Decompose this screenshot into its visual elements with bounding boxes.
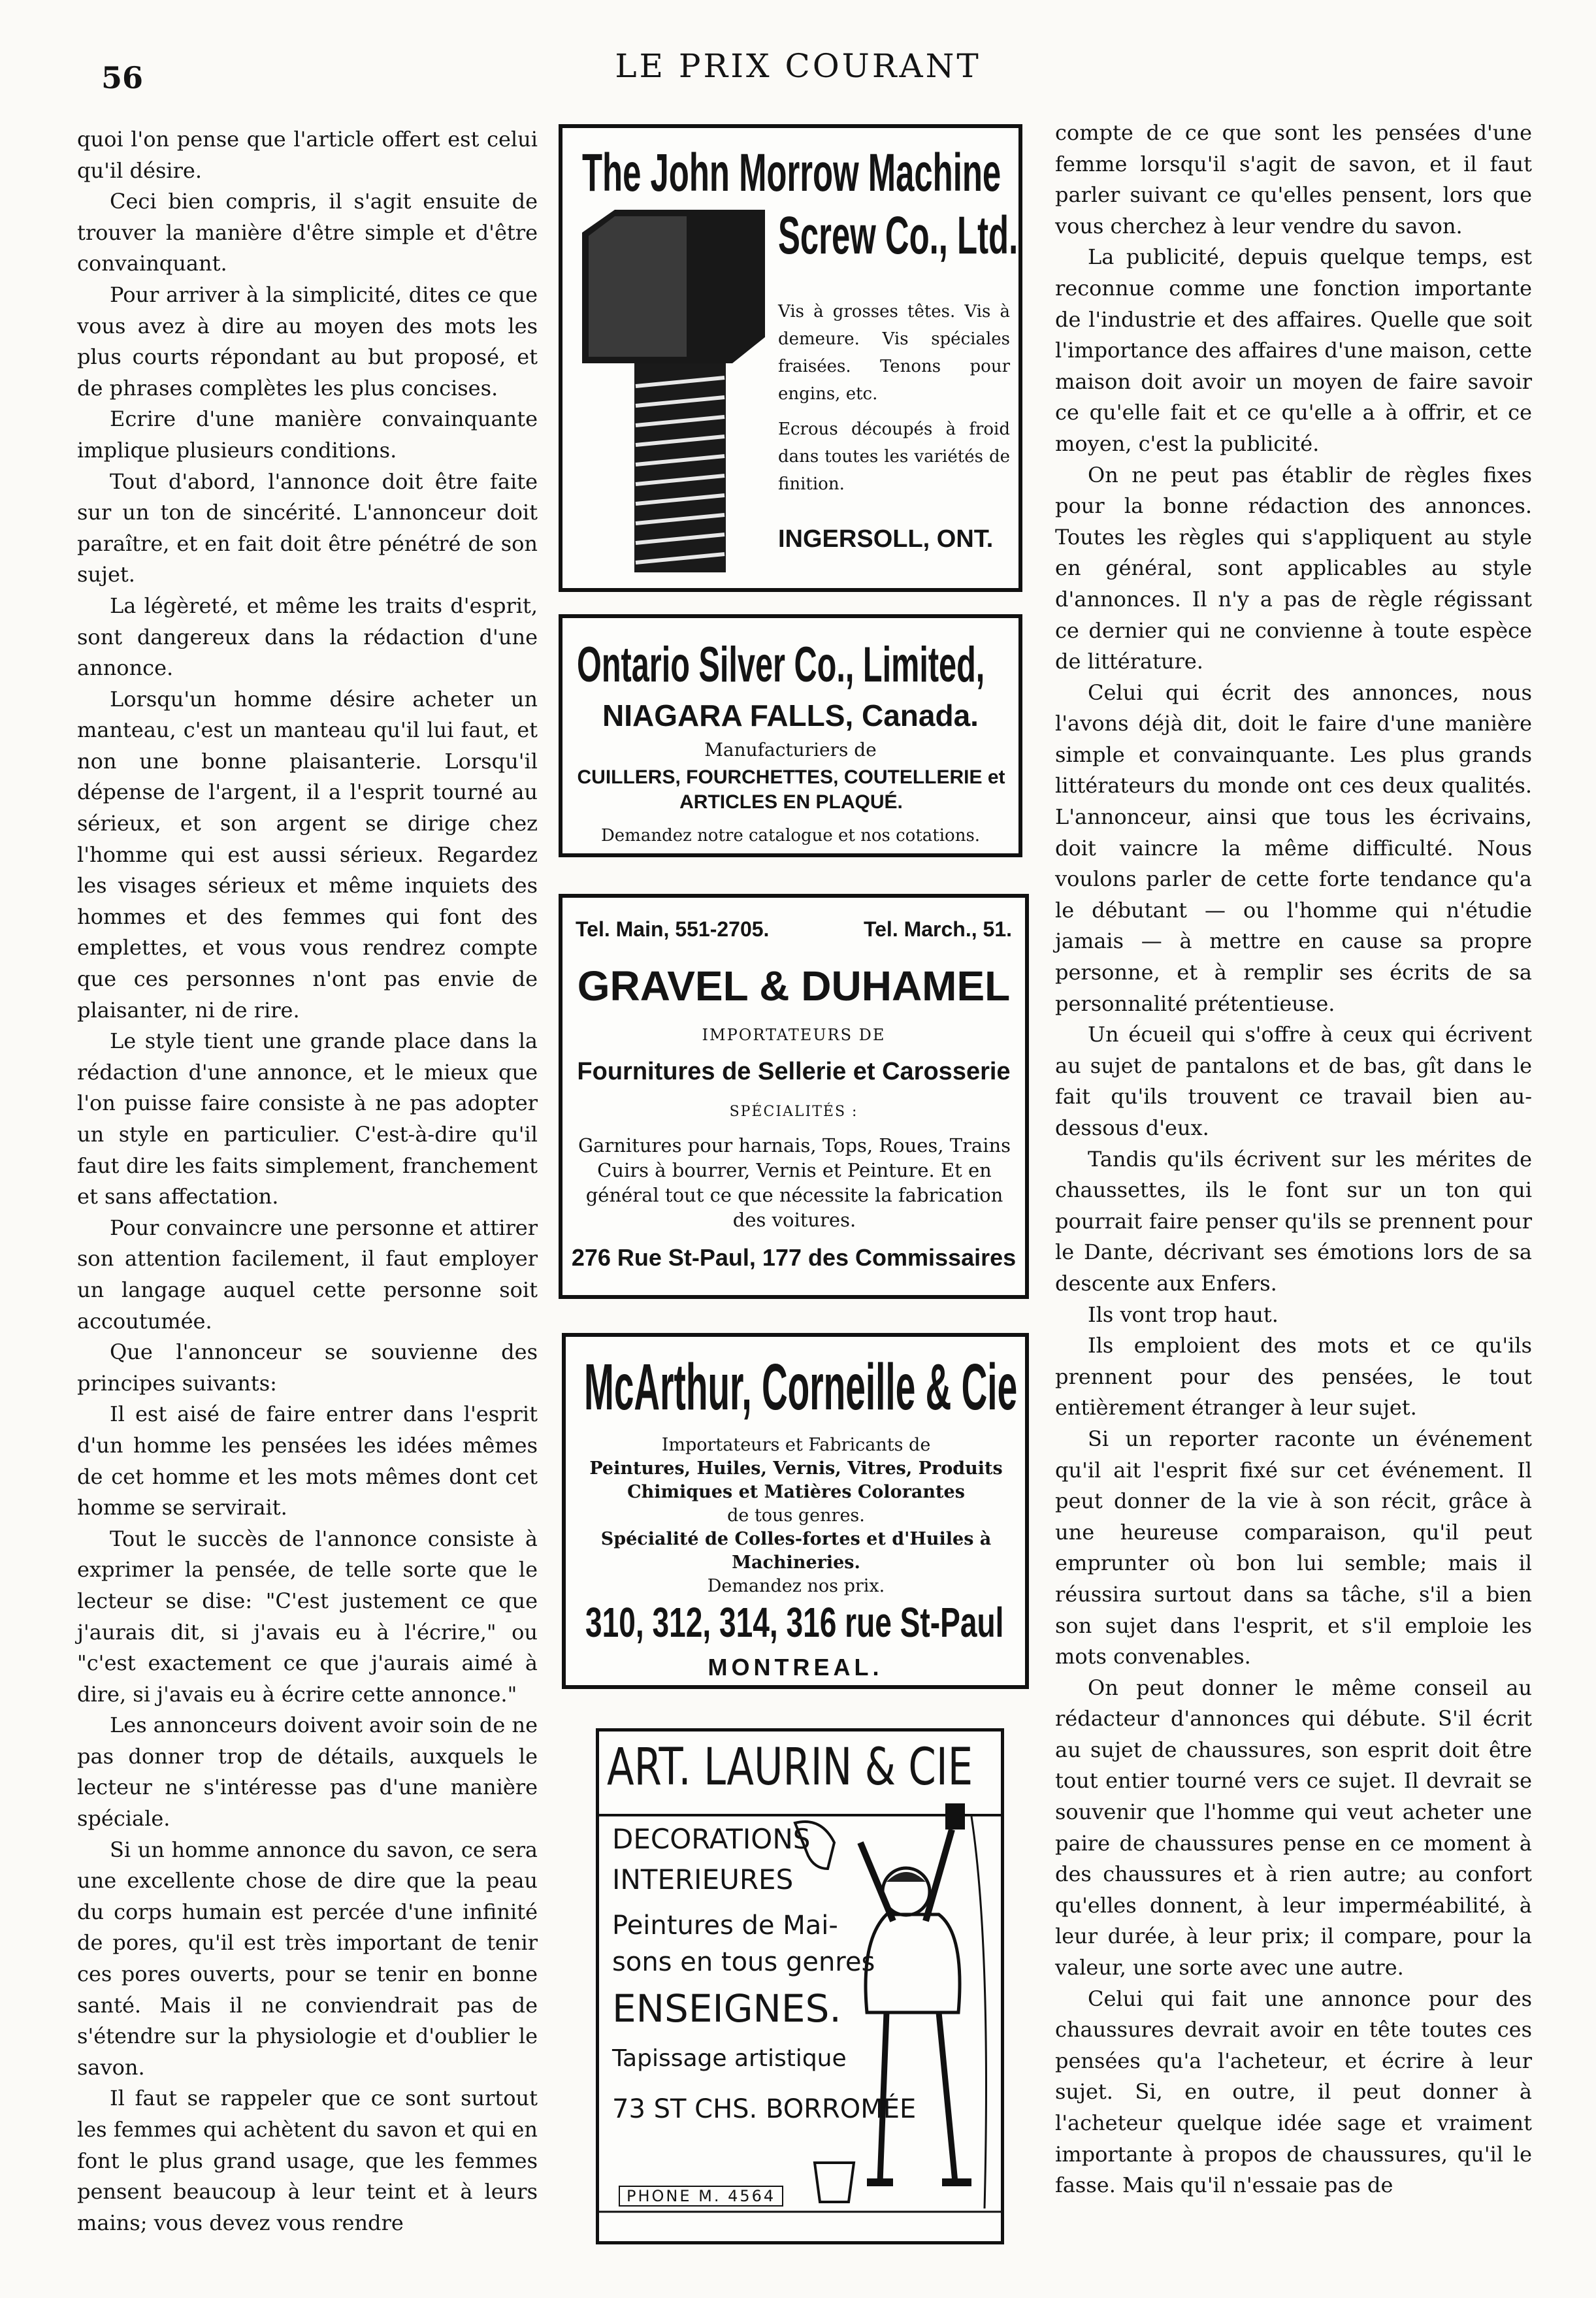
paragraph: La publicité, depuis quelque temps, est reconnue comme une fonction importante de l'industrie et des affaires. Quelle que soit l'importance des affaires d'une maison, cette maison doit avoir un moyen de faire savoir ce qu'elle fait et ce qu'elle a à offrir, et ce moyen, c'est la publicité.: [1055, 244, 1532, 456]
ad-gravel-supplies: Fournitures de Sellerie et Carosserie: [577, 1058, 1011, 1085]
ad-gravel-address: 276 Rue St-Paul, 177 des Commissaires: [571, 1244, 1017, 1271]
paragraph: Tandis qu'ils écrivent sur les mérites de chaussettes, ils le font sur un ton qui pourrait faire penser qu'ils se prennent pour le Dante, décrivant ses émotions lors de sa descente aux Enfers.: [1055, 1146, 1532, 1296]
ad-gravel-duhamel: [559, 894, 1029, 1299]
paragraph: Celui qui fait une annonce pour des chaussures devrait avoir en tête toutes ces pensées qu'a l'acheteur, et écrire à leur sujet. Si, en outre, il peut donner à l'acheteur quelque idée sage et vraiment importante à propos de chaussures, qu'il le fasse. Mais qu'il n'essaie pas de: [1055, 1986, 1532, 2198]
paragraph: Si un reporter raconte un événement qu'il ait l'esprit fixé sur cet événement. Il peut donner de la vie à son récit, grâce à une heureuse comparaison, qu'il peut emprunter où bon lui semble; mais il réussira surtout dans sa tâche, s'il a bien son sujet dans l'esprit, et s'il emploie les mots convenables.: [1055, 1426, 1532, 1669]
ad-silver-manufacturers: Manufacturiers de: [704, 739, 877, 761]
paragraph: Le style tient une grande place dans la rédaction d'une annonce, et le mieux que l'on puisse faire consiste à ne pas adopter un style en particulier. C'est-à-dire qu'il faut dire les faits simplement, franchement et sans affectation.: [77, 1028, 538, 1209]
ad-mcarthur-line2: Peintures, Huiles, Vernis, Vitres, Produits Chimiques et Matières Colorantes: [589, 1458, 1003, 1502]
ad-art-laurin: [596, 1728, 1004, 2244]
ad-ontario-silver: [559, 614, 1022, 857]
paragraph: Les annonceurs doivent avoir soin de ne pas donner trop de détails, auxquels le lecteur ne s'intéresse pas d'une manière spéciale.: [77, 1713, 538, 1831]
ad-mcarthur-city: MONTREAL.: [708, 1654, 883, 1681]
paragraph: Ils vont trop haut.: [1088, 1302, 1278, 1327]
paragraph: Pour arriver à la simplicité, dites ce que vous avez à dire au moyen des mots les plus courts répondant au but proposé, et de phrases complètes les plus concises.: [77, 282, 538, 401]
running-head: LE PRIX COURANT: [615, 47, 981, 85]
paragraph: On peut donner le même conseil au rédacteur d'annonces qui débute. S'il écrit au sujet de chaussures, son esprit doit être tout entier tourné vers ce sujet. Il devrait se souvenir que l'homme qui veut acheter une paire de chaussures pense en ce moment à des chaussures et à rien autre; au confort qu'elles donnent, à leur imperméabilité, à leur durée, à leur prix; il compare, pour la valeur, une sorte avec une autre.: [1055, 1675, 1532, 1980]
ad-gravel-items: Garnitures pour harnais, Tops, Roues, Trains Cuirs à bourrer, Vernis et Peinture. Et en général tout ce que nécessite la fabrication des voitures.: [578, 1134, 1011, 1231]
paragraph: Ils emploient des mots et ce qu'ils prennent pour des pensées, le tout entièrement étranger à leur sujet.: [1055, 1333, 1532, 1420]
paragraph: Il faut se rappeler que ce sont surtout les femmes qui achètent du savon et qui en font le plus grand usage, que les femmes pensent beaucoup à leur teint et à leurs mains; vous devez vous rendre: [77, 2086, 538, 2235]
ad-laurin-genres: sons en tous genres: [612, 1947, 875, 1977]
ad-laurin-title: ART. LAURIN & CIE: [607, 1738, 973, 1797]
ad-morrow-products: Vis à grosses têtes. Vis à demeure. Vis spéciales fraisées. Tenons pour engins, etc.: [778, 302, 1010, 404]
ad-mcarthur-line4: Spécialité de Colles-fortes et d'Huiles à Machineries.: [600, 1529, 992, 1573]
right-text-column: [1055, 118, 1532, 2201]
ad-mcarthur-line1: Importateurs et Fabricants de: [661, 1435, 931, 1455]
ad-mcarthur-body: [579, 1434, 1013, 1598]
paragraph: Tout le succès de l'annonce consiste à exprimer la pensée, de telle sorte que le lecteur se dise: "C'est justement ce que j'aurais dit, si j'avais eu à l'écrire," ou "c'est exactement ce que j'aurais aimé à dire, si j'avais eu à écrire cette annonce.": [77, 1526, 538, 1707]
ad-mcarthur-corneille: [562, 1333, 1029, 1689]
bolt-icon: [576, 206, 772, 579]
ad-gravel-specialties: SPÉCIALITÉS :: [729, 1104, 858, 1120]
ad-mcarthur-name: McArthur, Corneille & Cie: [584, 1351, 1018, 1424]
paragraph: Pour convaincre une personne et attirer son attention facilement, il faut employer un langage auquel cette personne soit accoutumée.: [77, 1215, 538, 1334]
paragraph: compte de ce que sont les pensées d'une femme lorsqu'il s'agit de savon, et il faut parler suivant ce qu'elles pensent, lors que vous cherchez à leur vendre du savon.: [1055, 120, 1532, 238]
ad-mcarthur-line3: de tous genres.: [727, 1505, 865, 1526]
paragraph: Celui qui écrit des annonces, nous l'avons déjà dit, doit le faire d'une manière simple et convainquante. Les plus grands littérateurs du monde ont ces deux qualités. L'annonceur, ainsi que tous les écrivains, doit vaincre la même difficulté. Nous voulons parler de cette forte tendance qu'a le débutant — ou l'homme qui n'étudie jamais — à mettre en cause sa propre personne, et à remplir ses écrits de sa personnalité prétentieuse.: [1055, 680, 1532, 1016]
ad-laurin-peintures: Peintures de Mai-: [612, 1911, 838, 1941]
paragraph: Ceci bien compris, il s'agit ensuite de trouver la manière d'être simple et d'être convainquant.: [77, 189, 538, 276]
ad-silver-city: NIAGARA FALLS, Canada.: [602, 698, 979, 732]
ad-gravel-tel-march: Tel. March., 51.: [863, 917, 1012, 941]
ad-laurin-decorations: DECORATIONS: [612, 1823, 811, 1855]
paragraph: La légèreté, et même les traits d'esprit, sont dangereux dans la rédaction d'une annonce.: [77, 593, 538, 681]
ad-morrow-title-line1: The John Morrow Machine: [582, 143, 1002, 203]
ad-laurin-phone: PHONE M. 4564: [619, 2186, 783, 2207]
ad-john-morrow: [559, 124, 1022, 592]
ad-laurin-address: 73 ST CHS. BORROMÉE: [612, 2094, 917, 2124]
paragraph: Tout d'abord, l'annonce doit être faite sur un ton de sincérité. L'annonceur doit paraître, et en fait doit être pénétré de son sujet.: [77, 468, 538, 587]
page-number: 56: [101, 60, 144, 95]
paragraph: Il est aisé de faire entrer dans l'esprit d'un homme les pensées les idées mêmes de cet homme et les mots mêmes dont cet homme se servirait.: [77, 1402, 538, 1520]
paragraph: quoi l'on pense que l'article offert est celui qu'il désire.: [77, 127, 538, 183]
ad-gravel-name: GRAVEL & DUHAMEL: [577, 962, 1011, 1009]
paragraph: Un écueil qui s'offre à ceux qui écrivent au sujet de pantalons et de bas, gît dans le fait qu'ils trouvent ce travail bien au-dessous d'eux.: [1055, 1022, 1532, 1140]
ad-silver-products: CUILLERS, FOURCHETTES, COUTELLERIE et ARTICLES EN PLAQUÉ.: [577, 766, 1005, 813]
ad-silver-name: Ontario Silver Co., Limited,: [577, 637, 985, 693]
ad-mcarthur-address: 310, 312, 314, 316 rue St-Paul: [585, 1599, 1004, 1646]
ad-gravel-importers: IMPORTATEURS DE: [702, 1026, 886, 1044]
ad-laurin-tapissage: Tapissage artistique: [612, 2045, 847, 2072]
ad-laurin-interieures: INTERIEURES: [612, 1863, 794, 1896]
left-text-column: [77, 124, 538, 2239]
paragraph: Ecrire d'une manière convainquante implique plusieurs conditions.: [77, 406, 538, 463]
ad-morrow-title-line2: Screw Co., Ltd.: [778, 206, 1018, 265]
ad-morrow-city: INGERSOLL, ONT.: [778, 525, 994, 553]
paragraph: Que l'annonceur se souvienne des principes suivants:: [77, 1339, 538, 1396]
ad-gravel-tel-main: Tel. Main, 551-2705.: [576, 917, 770, 941]
paragraph: On ne peut pas établir de règles fixes pour la bonne rédaction des annonces. Toutes les règles qui s'appliquent au style en général, sont applicables au style d'annonces. Il n'y a pas de règle régissant ce dernier qui ne convienne à toute espèce de littérature.: [1055, 462, 1532, 674]
ad-laurin-enseignes: ENSEIGNES.: [612, 1986, 841, 2031]
paragraph: Lorsqu'un homme désire acheter un manteau, c'est un manteau qu'il lui faut, et non une bonne plaisanterie. Lorsqu'il dépense de l'argent, il a l'esprit tourné au sérieux, et son argent se dirige chez l'homme qui est aussi sérieux. Regardez les visages sérieux et même inquiets des hommes et des femmes qui font des emplettes, et vous vous rendrez compte que ces personnes n'ont pas envie de plaisanter, ni de rire.: [77, 686, 538, 1023]
paragraph: Si un homme annonce du savon, ce sera une excellente chose de dire que la peau du corps humain est percée d'une infinité de pores, qu'il est très important de tenir ces pores ouverts, pour se tenir en bonne santé. Mais il ne conviendrait pas de s'étendre sur la physiologie et d'oublier le savon.: [77, 1837, 538, 2080]
ad-silver-catalog: Demandez notre catalogue et nos cotations.: [600, 826, 981, 845]
ad-morrow-nuts: Ecrous découpés à froid dans toutes les variétés de finition.: [778, 419, 1010, 494]
ad-mcarthur-line5: Demandez nos prix.: [707, 1576, 885, 1596]
